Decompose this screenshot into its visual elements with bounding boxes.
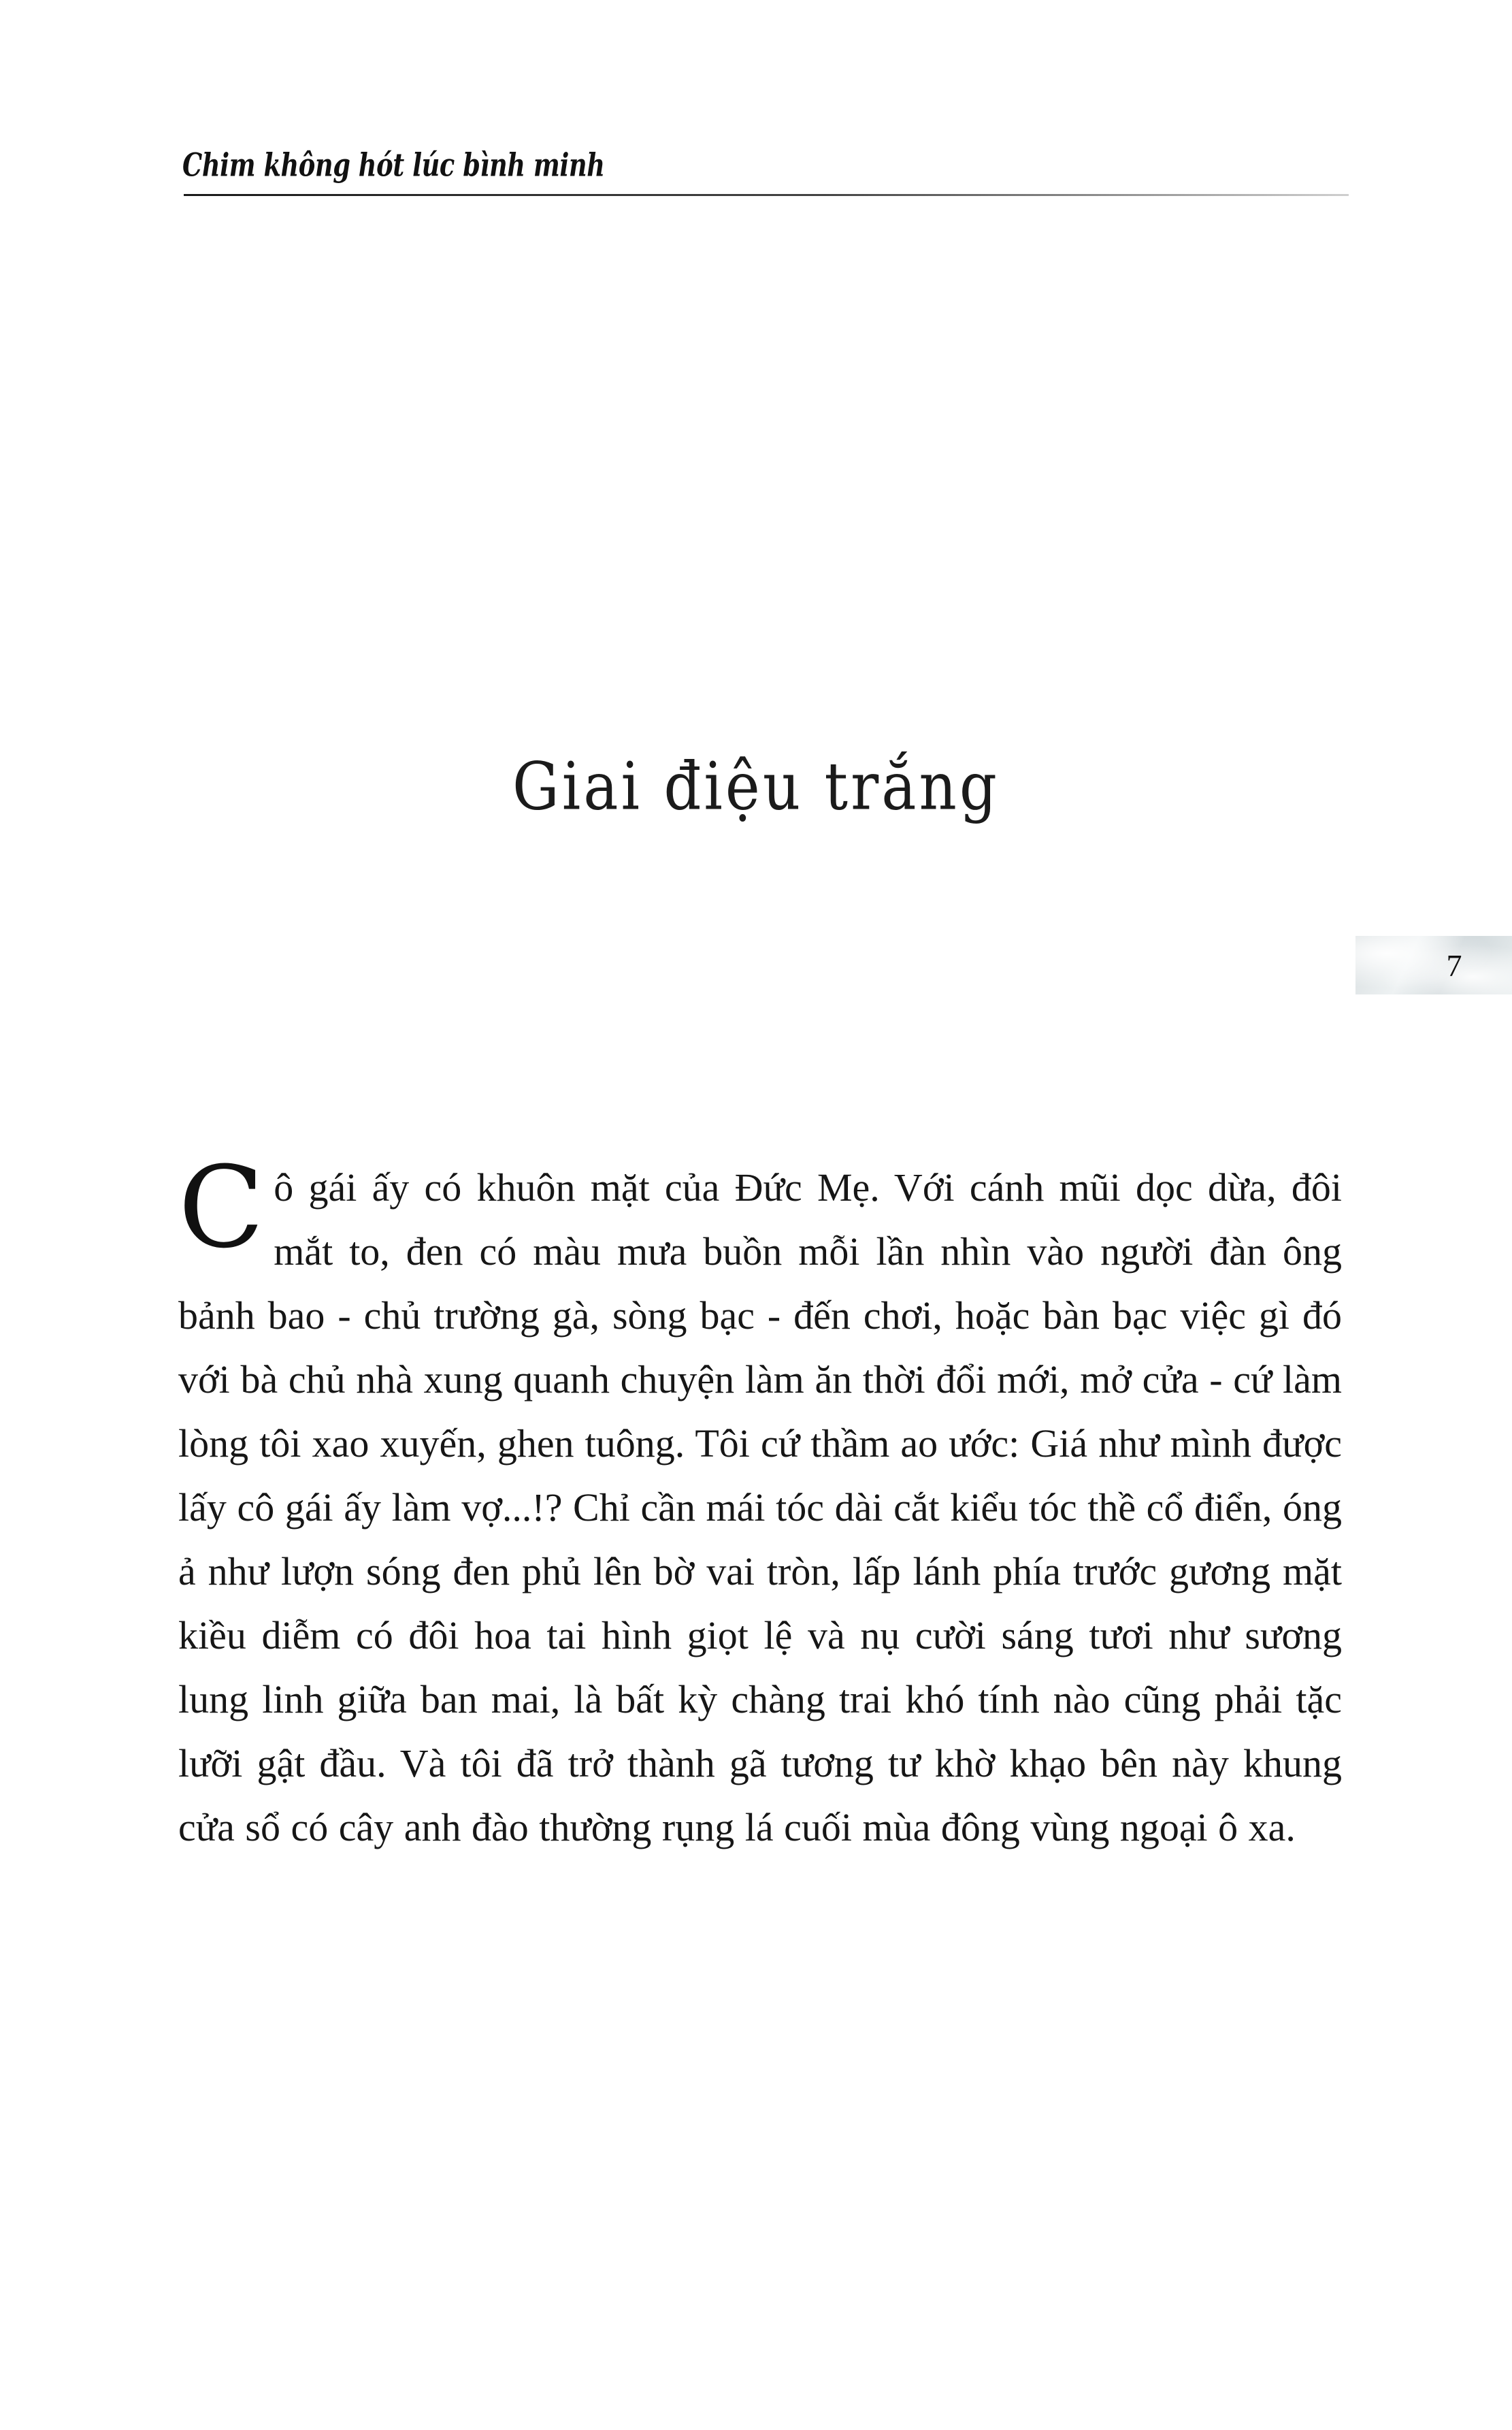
chapter-title: Giai điệu trắng [512,749,1000,825]
body-block [178,1116,1342,1899]
body-paragraph [178,1142,1342,1860]
header-rule [184,194,1349,196]
page-number: 7 [1446,947,1462,983]
running-header-title: Chim không hót lúc bình minh [182,146,605,184]
body-paragraph-text: ô gái ấy có khuôn mặt của Đức Mẹ. Với cánh mũi dọc dừa, đôi mắt to, đen có màu mưa buồn mỗi lần nhìn vào người đàn ông bảnh bao - chủ trường gà, sòng bạc - đến chơi, hoặc bàn bạc việc gì đó với bà chủ nhà xung quanh chuyện làm ăn thời đổi mới, mở cửa - cứ làm lòng tôi xao xuyến, ghen tuông. Tôi cứ thầm ao ước: Giá như mình được lấy cô gái ấy làm vợ...!? Chỉ cần mái tóc dài cắt kiểu tóc thề cổ điển, óng ả như lượn sóng đen phủ lên bờ vai tròn, lấp lánh phía trước gương mặt kiều diễm có đôi hoa tai hình giọt lệ và nụ cười sáng tươi như sương lung linh giữa ban mai, là bất kỳ chàng trai khó tính nào cũng phải tặc lưỡi gật đầu. Và tôi đã trở thành gã tương tư khờ khạo bên này khung cửa sổ có cây anh đào thường rụng lá cuối mùa đông vùng ngoại ô xa. [178,1165,1342,1849]
running-header [182,146,1349,208]
page-number-tab [1355,936,1512,994]
drop-cap: C [178,1142,265,1273]
